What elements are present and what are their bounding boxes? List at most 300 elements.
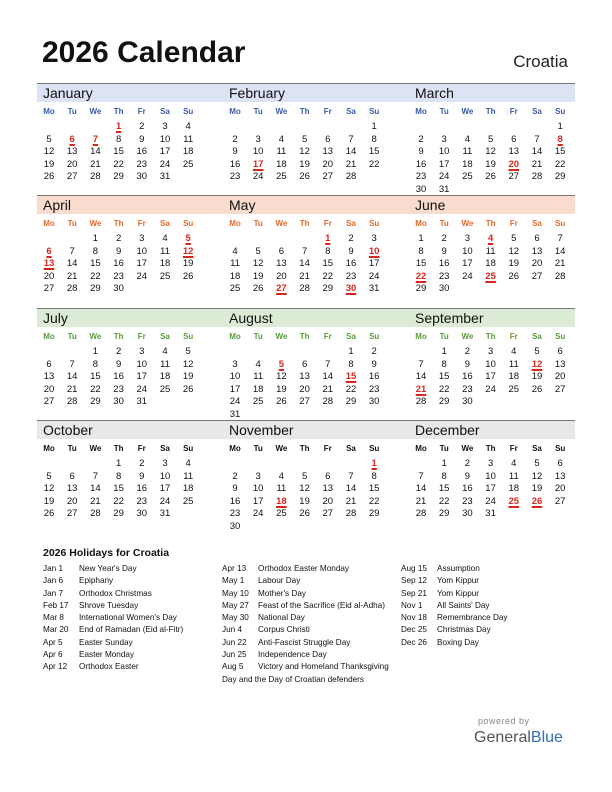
holiday-day-cell: 6 [46,245,52,257]
day-cell: 1 [441,346,447,357]
day-cell: 22 [438,495,450,507]
day-cell: 31 [485,508,496,520]
weekday-header: Tu [439,219,449,228]
holiday-date: Jan 1 [43,564,64,573]
holiday-name: End of Ramadan (Eid al-Fitr) [79,625,184,635]
holiday-name: Mother's Day [258,588,306,598]
holiday-day-cell: 5 [278,358,285,370]
holiday-name: Christmas Day [437,625,491,635]
day-cell: 17 [159,483,171,495]
holiday-column-3 [401,563,576,649]
holiday-date: Nov 18 [401,613,427,623]
day-cell: 21 [90,495,101,507]
day-cell: 3 [487,346,494,357]
holiday-day-cell: 12 [531,358,543,370]
holiday-date: Jun 22 [222,637,247,647]
day-cell: 28 [345,171,357,183]
day-cell: 7 [69,245,75,257]
weekday-header: We [89,219,102,228]
day-cell: 21 [415,495,427,507]
day-cell: 6 [534,233,540,244]
day-cell: 2 [464,346,471,357]
day-cell: 10 [485,470,496,482]
day-cell: 22 [345,383,357,395]
day-cell: 27 [508,171,520,183]
day-cell: 22 [368,495,380,507]
month-february [223,83,399,195]
holiday-entry [222,588,397,600]
day-cell: 15 [90,371,101,383]
day-cell: 15 [438,371,450,383]
day-cell: 17 [462,258,473,270]
day-cell: 20 [43,383,55,395]
weekday-header: Su [369,332,380,341]
holiday-date: Dec 26 [401,637,427,647]
day-cell: 17 [485,371,496,383]
day-cell: 18 [485,258,496,270]
weekday-header: Sa [346,219,356,228]
holiday-entry [401,637,576,649]
month-march [409,83,585,195]
day-cell: 3 [162,121,168,132]
day-cell: 11 [485,245,496,257]
day-cell: 4 [185,458,191,469]
day-cell: 1 [92,233,99,244]
day-cell: 29 [368,508,380,520]
weekday-header: Fr [509,332,518,341]
day-cell: 31 [136,396,148,408]
month-july [37,308,213,420]
day-cell: 27 [299,396,310,408]
day-cell: 23 [415,171,427,183]
holiday-day-cell: 25 [508,495,520,507]
weekday-header: Sa [532,332,542,341]
day-cell: 11 [462,146,473,158]
day-cell: 22 [368,158,380,170]
holiday-entry [43,600,218,612]
weekday-header: Th [113,107,124,116]
day-cell: 7 [418,358,424,370]
day-cell: 2 [115,233,122,244]
day-cell: 15 [322,258,334,270]
day-cell: 28 [299,283,310,295]
holiday-entry [401,600,576,612]
holiday-entry [222,661,397,686]
holiday-date: Dec 25 [401,625,427,635]
weekday-header: We [275,332,288,341]
day-cell: 4 [162,233,168,244]
day-cell: 12 [43,146,55,158]
weekday-header: We [275,219,288,228]
holiday-entry [401,624,576,636]
day-cell: 11 [253,371,264,383]
holiday-name: Easter Sunday [79,637,133,647]
day-cell: 1 [441,458,447,469]
day-cell: 19 [182,371,194,383]
day-cell: 15 [438,483,450,495]
day-cell: 19 [276,383,287,395]
day-cell: 6 [325,133,331,145]
day-cell: 26 [299,171,310,183]
day-cell: 4 [278,470,285,482]
day-cell: 21 [66,383,78,395]
day-cell: 11 [183,470,194,482]
weekday-header: Tu [439,444,449,453]
day-cell: 2 [464,458,471,469]
weekday-header: Th [113,332,124,341]
day-cell: 2 [418,133,424,145]
day-cell: 17 [229,383,241,395]
holiday-day-cell: 6 [69,133,75,145]
day-cell: 22 [113,495,124,507]
day-cell: 5 [534,458,540,469]
day-cell: 16 [113,258,124,270]
day-cell: 30 [438,283,450,295]
month-april [37,195,213,307]
holiday-day-cell: 1 [371,458,377,469]
weekday-header: Su [369,107,380,116]
day-cell: 24 [159,495,171,507]
day-cell: 12 [182,358,194,370]
month-name: January [43,85,93,101]
day-cell: 19 [43,158,55,170]
day-cell: 10 [485,358,496,370]
day-cell: 28 [90,508,101,520]
holiday-day-cell: 25 [485,270,496,282]
day-cell: 10 [229,371,241,383]
weekday-header: Th [485,332,496,341]
day-cell: 31 [229,409,241,420]
day-cell: 23 [462,495,473,507]
country-label: Croatia [513,52,568,71]
day-cell: 3 [255,470,261,482]
weekday-header: Sa [160,444,170,453]
day-cell: 1 [348,346,354,357]
day-cell: 9 [115,358,122,370]
holiday-entry [222,612,397,624]
holiday-date: Apr 6 [43,650,63,660]
day-cell: 25 [508,383,520,395]
day-cell: 3 [162,458,168,469]
day-cell: 2 [232,133,238,145]
day-cell: 9 [464,470,471,482]
day-cell: 26 [485,171,496,183]
day-cell: 2 [371,346,377,357]
day-cell: 2 [139,458,145,469]
day-cell: 12 [299,483,310,495]
day-cell: 24 [252,171,264,183]
day-cell: 29 [345,396,357,408]
day-cell: 5 [301,133,308,145]
day-cell: 14 [90,146,101,158]
month-name: September [415,310,484,326]
day-cell: 30 [136,508,148,520]
day-cell: 22 [90,383,101,395]
day-cell: 18 [508,371,520,383]
holiday-day-cell: 1 [325,233,331,244]
day-cell: 27 [43,283,55,295]
day-cell: 15 [113,483,124,495]
day-cell: 30 [136,171,148,183]
day-cell: 7 [325,358,331,370]
weekday-header: Th [299,107,310,116]
weekday-header: Mo [229,219,241,228]
day-cell: 19 [531,483,543,495]
holiday-entry [43,588,218,600]
holiday-name: Orthodox Easter [79,662,139,672]
holiday-day-cell: 12 [182,245,194,257]
day-cell: 13 [66,146,78,158]
day-cell: 22 [554,158,566,170]
day-cell: 11 [160,245,170,257]
weekday-header: Mo [229,444,241,453]
day-cell: 11 [276,483,287,495]
day-cell: 17 [159,146,171,158]
holiday-date: Apr 12 [43,662,68,672]
day-cell: 7 [534,133,540,145]
month-august [223,308,399,420]
day-cell: 29 [113,508,124,520]
day-cell: 15 [113,146,124,158]
holiday-date: Jun 25 [222,650,247,660]
day-cell: 4 [511,346,517,357]
brand-blue: Blue [530,729,563,746]
day-cell: 19 [182,258,194,270]
day-cell: 5 [185,346,191,357]
weekday-header: Tu [253,444,263,453]
day-cell: 30 [368,396,380,408]
day-cell: 16 [462,483,473,495]
holiday-name: National Day [258,613,305,623]
day-cell: 18 [229,270,241,282]
day-cell: 24 [252,508,264,520]
month-name: July [43,310,68,326]
month-june [409,195,585,307]
month-october [37,420,213,532]
day-cell: 30 [462,396,473,408]
day-cell: 27 [43,396,55,408]
day-cell: 25 [462,171,473,183]
weekday-header: Su [183,107,194,116]
weekday-header: We [275,444,288,453]
weekday-header: Su [555,219,566,228]
holiday-day-cell: 26 [531,495,543,507]
holiday-date: May 1 [222,576,245,586]
weekday-header: Th [299,332,310,341]
weekday-header: Su [555,332,566,341]
day-cell: 11 [508,358,519,370]
day-cell: 1 [92,346,99,357]
day-cell: 30 [113,283,124,295]
holiday-name: Remembrance Day [437,613,508,623]
holiday-date: Jan 6 [43,576,64,586]
day-cell: 21 [66,270,78,282]
day-cell: 13 [554,358,566,370]
day-cell: 5 [255,245,261,257]
day-cell: 6 [301,358,308,370]
holiday-entry [222,637,397,649]
weekday-header: Fr [137,444,146,453]
day-cell: 27 [554,383,566,395]
day-cell: 16 [462,371,473,383]
month-name: October [43,422,93,438]
weekday-header: Fr [323,219,332,228]
day-cell: 19 [43,495,55,507]
day-cell: 17 [368,258,380,270]
day-cell: 18 [252,383,264,395]
holiday-date: Mar 20 [43,625,69,635]
day-cell: 19 [531,371,543,383]
day-cell: 21 [345,158,357,170]
day-cell: 16 [229,495,241,507]
day-cell: 25 [252,396,264,408]
holiday-entry [43,575,218,587]
day-cell: 23 [113,383,124,395]
day-cell: 6 [278,245,285,257]
holiday-day-cell: 18 [276,495,287,507]
day-cell: 23 [345,270,357,282]
day-cell: 10 [159,470,171,482]
day-cell: 13 [276,258,287,270]
day-cell: 5 [301,470,308,482]
day-cell: 3 [464,233,471,244]
weekday-header: Th [485,107,496,116]
weekday-header: Mo [43,332,55,341]
holiday-day-cell: 20 [508,158,520,170]
day-cell: 9 [139,133,145,145]
holiday-day-cell: 1 [115,121,122,132]
brand-general: General [474,729,531,746]
holiday-day-cell: 13 [43,258,55,270]
day-cell: 26 [43,508,55,520]
day-cell: 10 [136,358,148,370]
day-cell: 27 [66,508,78,520]
day-cell: 23 [229,171,241,183]
day-cell: 26 [508,270,520,282]
day-cell: 26 [182,383,194,395]
day-cell: 20 [276,270,287,282]
weekday-header: Mo [43,444,55,453]
day-cell: 9 [232,146,238,158]
holiday-day-cell: 7 [92,133,99,145]
holiday-name: All Saints' Day [437,600,490,610]
day-cell: 24 [159,158,171,170]
holiday-entry [43,612,218,624]
holiday-date: Apr 5 [43,637,63,647]
month-january [37,83,213,195]
month-december [409,420,585,532]
weekday-header: Sa [532,444,542,453]
month-may [223,195,399,307]
weekday-header: Sa [160,107,170,116]
holiday-day-cell: 17 [252,158,264,170]
day-cell: 28 [322,396,334,408]
holiday-date: Mar 8 [43,613,64,623]
day-cell: 6 [511,133,517,145]
holiday-day-cell: 5 [185,233,191,244]
day-cell: 16 [136,483,148,495]
day-cell: 29 [322,283,334,295]
weekday-header: Sa [346,107,356,116]
day-cell: 14 [531,146,543,158]
day-cell: 24 [136,383,148,395]
month-name: November [229,422,294,438]
day-cell: 3 [371,233,377,244]
weekday-header: Sa [160,219,170,228]
day-cell: 13 [508,146,520,158]
day-cell: 26 [299,508,310,520]
day-cell: 23 [136,495,148,507]
day-cell: 12 [531,470,543,482]
day-cell: 31 [438,184,450,195]
day-cell: 18 [462,158,473,170]
day-cell: 23 [136,158,148,170]
day-cell: 2 [232,470,238,482]
day-cell: 23 [438,270,450,282]
holiday-name: Easter Monday [79,650,135,660]
day-cell: 7 [348,133,354,145]
weekday-header: Su [183,219,194,228]
weekday-header: We [461,332,474,341]
day-cell: 6 [325,470,331,482]
day-cell: 7 [69,358,75,370]
month-name: August [229,310,273,326]
holiday-entry [43,624,218,636]
day-cell: 18 [276,158,287,170]
day-cell: 8 [441,358,447,370]
holiday-name: Orthodox Easter Monday [258,564,350,573]
weekday-header: Fr [323,332,332,341]
page-title: 2026 Calendar [42,36,246,69]
holiday-name: Yom Kippur [437,588,480,598]
day-cell: 11 [276,146,287,158]
weekday-header: We [275,107,288,116]
holiday-entry [43,637,218,649]
day-cell: 19 [508,258,520,270]
day-cell: 20 [322,495,334,507]
holiday-day-cell: 8 [557,133,563,145]
weekday-header: Mo [43,219,55,228]
day-cell: 10 [438,146,450,158]
day-cell: 6 [557,458,563,469]
generalblue-logo[interactable] [474,729,563,747]
weekday-header: Sa [346,444,356,453]
day-cell: 23 [113,270,124,282]
day-cell: 8 [371,470,377,482]
day-cell: 25 [276,508,287,520]
holiday-date: Aug 15 [401,564,427,573]
day-cell: 21 [345,495,357,507]
day-cell: 14 [90,483,101,495]
weekday-header: Tu [439,332,449,341]
day-cell: 16 [438,258,450,270]
day-cell: 10 [136,245,148,257]
day-cell: 23 [368,383,380,395]
day-cell: 23 [462,383,473,395]
day-cell: 5 [46,133,52,145]
day-cell: 4 [511,458,517,469]
day-cell: 18 [182,146,194,158]
day-cell: 11 [230,258,240,270]
day-cell: 16 [229,158,241,170]
holiday-name: Orthodox Christmas [79,588,152,598]
day-cell: 10 [462,245,473,257]
holiday-date: Nov 1 [401,600,423,610]
day-cell: 28 [415,396,427,408]
day-cell: 13 [299,371,310,383]
holiday-entry [222,624,397,636]
day-cell: 24 [368,270,380,282]
